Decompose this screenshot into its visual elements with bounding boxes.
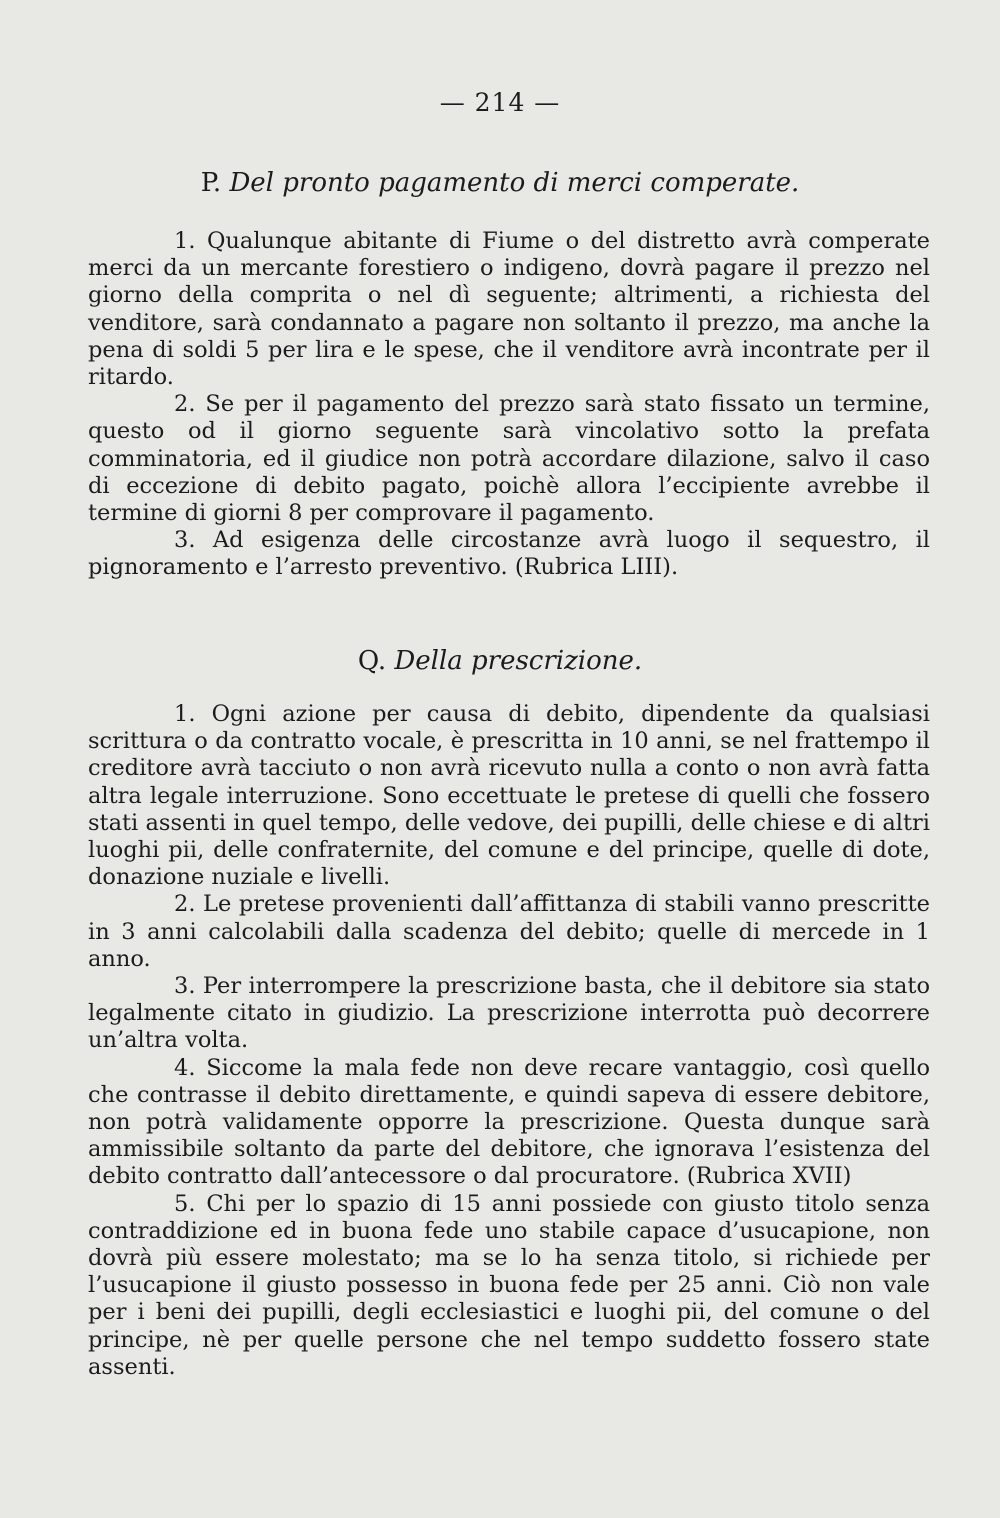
section-body-p — [88, 228, 930, 582]
section-heading: Del pronto pagamento di merci comperate. — [229, 168, 800, 198]
paragraph: 1. Qualunque abitante di Fiume o del distretto avrà comperate merci da un mercante forestiero o indigeno, dovrà pagare il prezzo nel giorno della comprita o nel dì seguente; altrimenti, a richiesta del venditore, sarà condannato a pagare non soltanto il prezzo, ma anche la pena di soldi 5 per lira e le spese, che il venditore avrà incontrate per il ritardo. — [88, 228, 930, 391]
paragraph: 5. Chi per lo spazio di 15 anni possiede con giusto titolo senza contraddizione ed in buona fede uno stabile capace d’usucapione, non dovrà più essere molestato; ma se lo ha senza titolo, si richiede per l’usucapione il giusto possesso in buona fede per 25 anni. Ciò non vale per i beni dei pupilli, degli ecclesiastici e luoghi pii, del comune o del principe, nè per quelle persone che nel tempo suddetto fossero state assenti. — [88, 1190, 930, 1380]
section-letter: P. — [200, 168, 222, 198]
paragraph: 2. Se per il pagamento del prezzo sarà stato fissato un termine, questo od il giorno seguente sarà vincolativo sotto la prefata comminatoria, ed il giudice non potrà accordare dilazione, salvo il caso di eccezione di debito pagato, poichè allora l’eccipiente avrebbe il termine di giorni 8 per comprovare il pagamento. — [88, 391, 930, 527]
section-letter: Q. — [357, 646, 387, 676]
section-title-q — [0, 646, 1000, 676]
paragraph: 3. Per interrompere la prescrizione basta, che il debitore sia stato legalmente citato in giudizio. La prescrizione interrotta può decorrere un’altra volta. — [88, 973, 930, 1054]
section-heading: Della prescrizione. — [394, 646, 643, 676]
section-body-q — [88, 701, 930, 1381]
paragraph: 3. Ad esigenza delle circostanze avrà luogo il sequestro, il pignoramento e l’arresto preventivo. (Rubrica LIII). — [88, 527, 930, 581]
paragraph: 4. Siccome la mala fede non deve recare vantaggio, così quello che contrasse il debito direttamente, e quindi sapeva di essere debitore, non potrà validamente opporre la prescrizione. Questa dunque sarà ammissibile soltanto da parte del debitore, che ignorava l’esistenza del debito contratto dall’antecessore o dal procuratore. (Rubrica XVII) — [88, 1054, 930, 1190]
page-number: — 214 — — [439, 88, 561, 117]
paragraph: 2. Le pretese provenienti dall’affittanza di stabili vanno prescritte in 3 anni calcolabili dalla scadenza del debito; quelle di mercede in 1 anno. — [88, 891, 930, 972]
section-title-p — [0, 168, 1000, 198]
paragraph: 1. Ogni azione per causa di debito, dipendente da qualsiasi scrittura o da contratto vocale, è prescritta in 10 anni, se nel frattempo il creditore avrà tacciuto o non avrà ricevuto nulla a conto o non avrà fatta altra legale interruzione. Sono eccettuate le pretese di quelli che fossero stati assenti in quel tempo, delle vedove, dei pupilli, delle chiese e di altri luoghi pii, delle confraternite, del comune e del principe, quelle di dote, donazione nuziale e livelli. — [88, 701, 930, 891]
